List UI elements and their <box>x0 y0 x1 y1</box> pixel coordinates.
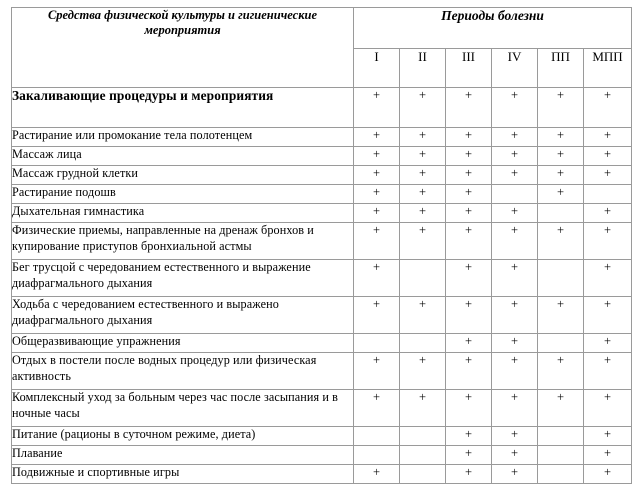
cell-mark: + <box>492 390 538 427</box>
cell-mark: + <box>446 334 492 353</box>
row-label: Питание (рационы в суточном режиме, диета) <box>12 427 354 446</box>
table-row <box>12 260 632 297</box>
header-period-пп: ПП <box>538 49 584 88</box>
cell-mark: + <box>446 260 492 297</box>
cell-mark: + <box>492 297 538 334</box>
table-row <box>12 128 632 147</box>
cell-mark: + <box>538 128 584 147</box>
physical-culture-periods-table <box>11 7 632 484</box>
cell-mark <box>400 446 446 465</box>
cell-mark: + <box>400 390 446 427</box>
cell-mark: + <box>354 204 400 223</box>
cell-mark: + <box>400 128 446 147</box>
cell-mark: + <box>492 204 538 223</box>
row-label: Массаж грудной клетки <box>12 166 354 185</box>
header-period-мпп: МПП <box>584 49 632 88</box>
cell-mark: + <box>446 147 492 166</box>
cell-mark: + <box>584 128 632 147</box>
cell-mark: + <box>584 147 632 166</box>
cell-mark: + <box>400 353 446 390</box>
header-period-iv: IV <box>492 49 538 88</box>
row-label: Бег трусцой с чередованием естественного и выражение диафрагмального дыхания <box>12 260 354 297</box>
row-label: Закаливающие процедуры и мероприятия <box>12 88 354 128</box>
cell-mark: + <box>354 88 400 128</box>
cell-mark: + <box>446 204 492 223</box>
cell-mark: + <box>354 185 400 204</box>
cell-mark: + <box>446 465 492 484</box>
cell-mark: + <box>400 88 446 128</box>
cell-mark: + <box>584 446 632 465</box>
cell-mark <box>354 334 400 353</box>
cell-mark <box>400 334 446 353</box>
cell-mark: + <box>354 128 400 147</box>
cell-mark <box>538 427 584 446</box>
row-label: Отдых в постели после водных процедур или физическая активность <box>12 353 354 390</box>
table-row <box>12 334 632 353</box>
cell-mark <box>538 260 584 297</box>
cell-mark <box>354 446 400 465</box>
cell-mark: + <box>584 204 632 223</box>
cell-mark: + <box>538 390 584 427</box>
cell-mark: + <box>584 353 632 390</box>
table-row <box>12 204 632 223</box>
cell-mark: + <box>354 390 400 427</box>
cell-mark: + <box>492 353 538 390</box>
cell-mark <box>354 427 400 446</box>
cell-mark: + <box>492 166 538 185</box>
cell-mark: + <box>400 204 446 223</box>
table-row <box>12 390 632 427</box>
cell-mark: + <box>584 260 632 297</box>
header-measures-title: Средства физической культуры и гигиенические мероприятия <box>12 8 354 88</box>
table-header-row-primary <box>12 8 632 49</box>
row-label: Общеразвивающие упражнения <box>12 334 354 353</box>
cell-mark: + <box>538 223 584 260</box>
cell-mark: + <box>446 166 492 185</box>
cell-mark: + <box>492 128 538 147</box>
cell-mark: + <box>446 446 492 465</box>
cell-mark: + <box>538 88 584 128</box>
header-period-iii: III <box>446 49 492 88</box>
table-row <box>12 185 632 204</box>
cell-mark: + <box>538 353 584 390</box>
row-label: Ходьба с чередованием естественного и выражено диафрагмального дыхания <box>12 297 354 334</box>
cell-mark: + <box>446 185 492 204</box>
cell-mark: + <box>584 427 632 446</box>
row-label: Дыхательная гимнастика <box>12 204 354 223</box>
header-period-i: I <box>354 49 400 88</box>
cell-mark: + <box>400 166 446 185</box>
cell-mark <box>400 260 446 297</box>
cell-mark: + <box>492 260 538 297</box>
table-row <box>12 297 632 334</box>
table-row <box>12 147 632 166</box>
cell-mark: + <box>354 147 400 166</box>
cell-mark: + <box>492 465 538 484</box>
medical-schedule-table-container <box>11 7 631 484</box>
cell-mark <box>584 185 632 204</box>
cell-mark: + <box>584 223 632 260</box>
cell-mark: + <box>584 297 632 334</box>
table-row <box>12 88 632 128</box>
cell-mark: + <box>538 166 584 185</box>
header-period-ii: II <box>400 49 446 88</box>
header-periods-title: Периоды болезни <box>354 8 632 49</box>
cell-mark <box>400 427 446 446</box>
cell-mark <box>538 446 584 465</box>
cell-mark: + <box>400 297 446 334</box>
row-label: Подвижные и спортивные игры <box>12 465 354 484</box>
cell-mark: + <box>400 185 446 204</box>
cell-mark: + <box>538 147 584 166</box>
cell-mark: + <box>446 427 492 446</box>
cell-mark: + <box>492 223 538 260</box>
cell-mark <box>538 465 584 484</box>
cell-mark: + <box>354 353 400 390</box>
cell-mark: + <box>538 297 584 334</box>
cell-mark: + <box>492 446 538 465</box>
cell-mark: + <box>584 465 632 484</box>
cell-mark <box>400 465 446 484</box>
cell-mark: + <box>354 223 400 260</box>
cell-mark: + <box>354 297 400 334</box>
row-label: Физические приемы, направленные на дренаж бронхов и купирование приступов бронхиальной астмы <box>12 223 354 260</box>
cell-mark: + <box>492 334 538 353</box>
cell-mark: + <box>400 223 446 260</box>
cell-mark: + <box>446 297 492 334</box>
table-row <box>12 353 632 390</box>
cell-mark: + <box>584 334 632 353</box>
row-label: Массаж лица <box>12 147 354 166</box>
cell-mark: + <box>492 88 538 128</box>
table-row <box>12 446 632 465</box>
cell-mark <box>538 334 584 353</box>
cell-mark: + <box>446 128 492 147</box>
row-label: Растирание или промокание тела полотенцем <box>12 128 354 147</box>
row-label: Комплексный уход за больным через час после засыпания и в ночные часы <box>12 390 354 427</box>
cell-mark: + <box>584 88 632 128</box>
row-label: Плавание <box>12 446 354 465</box>
cell-mark: + <box>446 390 492 427</box>
cell-mark: + <box>354 166 400 185</box>
cell-mark: + <box>584 390 632 427</box>
cell-mark: + <box>354 260 400 297</box>
cell-mark: + <box>354 465 400 484</box>
table-row <box>12 223 632 260</box>
cell-mark: + <box>446 353 492 390</box>
table-row <box>12 166 632 185</box>
cell-mark: + <box>492 427 538 446</box>
cell-mark <box>538 204 584 223</box>
cell-mark <box>492 185 538 204</box>
row-label: Растирание подошв <box>12 185 354 204</box>
cell-mark: + <box>538 185 584 204</box>
table-row <box>12 427 632 446</box>
cell-mark: + <box>446 88 492 128</box>
table-row <box>12 465 632 484</box>
cell-mark: + <box>400 147 446 166</box>
cell-mark: + <box>584 166 632 185</box>
cell-mark: + <box>492 147 538 166</box>
cell-mark: + <box>446 223 492 260</box>
